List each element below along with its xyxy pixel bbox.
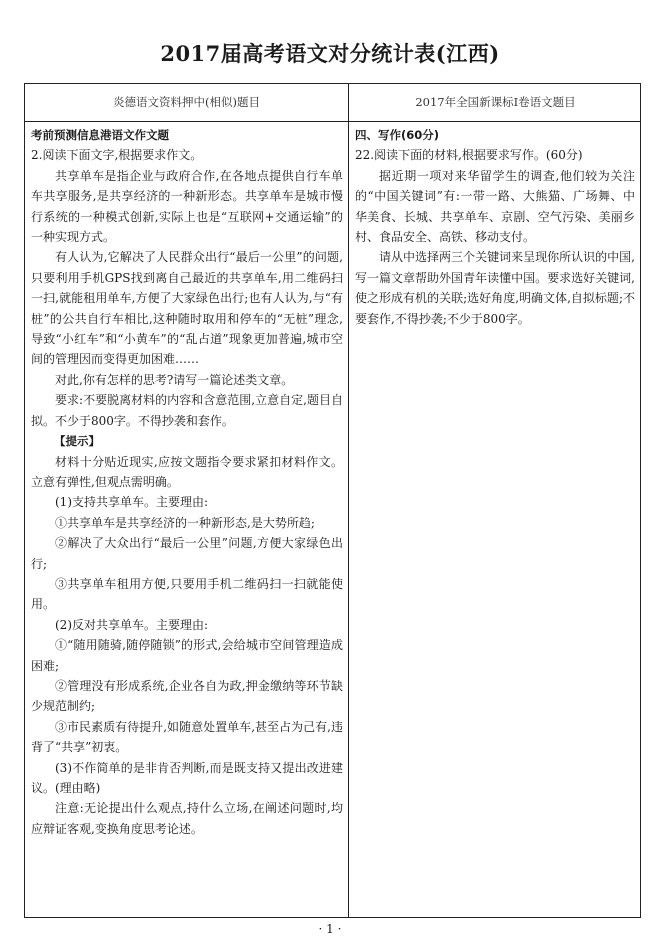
hint-item: 材料十分贴近现实,应按文题指令要求紧扣材料作文。立意有弹性,但观点需明确。 <box>31 454 343 489</box>
comparison-table <box>24 83 641 918</box>
column-header-left: 炎德语文资料押中(相似)题目 <box>113 95 260 109</box>
hint-item: ①共享单车是共享经济的一种新形态,是大势所趋; <box>55 515 315 530</box>
left-column <box>31 125 343 839</box>
column-divider <box>348 84 349 917</box>
hint-item: (2)反对共享单车。主要理由: <box>55 617 209 632</box>
question-prompt: 22.阅读下面的材料,根据要求写作。(60分) <box>355 148 583 163</box>
column-header-right: 2017年全国新课标Ⅰ卷语文题目 <box>415 95 576 109</box>
paragraph: 有人认为,它解决了人民群众出行“最后一公里”的问题,只要利用手机GPS找到离自己最近的共享单车,用二维码扫一扫,就能租用单车,方便了大家绿色出行;也有人认为,与“有桩”的公共自行车相比,这种随时取用和停车的“无桩”理念,导致“小红车”和“小黄车”的“乱占道”现象更加普遍,城市空间的管理因而变得更加困难…… <box>31 250 343 367</box>
page-number: · 1 · <box>318 922 342 936</box>
hint-item: ②解决了大众出行“最后一公里”问题,方便大家绿色出行; <box>31 536 343 571</box>
section-heading: 四、写作(60分) <box>355 128 440 142</box>
paragraph: 要求:不要脱离材料的内容和含意范围,立意自定,题目自拟。不少于800字。不得抄袭和套作。 <box>31 393 343 428</box>
paragraph: 据近期一项对来华留学生的调查,他们较为关注的“中国关键词”有:一带一路、大熊猫、广场舞、中华美食、长城、共享单车、京剧、空气污染、美丽乡村、食品安全、高铁、移动支付。 <box>355 168 635 245</box>
question-prompt: 2.阅读下面文字,根据要求作文。 <box>31 148 203 163</box>
paragraph: 共享单车是指企业与政府合作,在各地点提供自行车单车共享服务,是共享经济的一种新形态。共享单车是城市慢行系统的一种模式创新,实际上也是“互联网+交通运输”的一种实现方式。 <box>31 168 343 245</box>
hint-item: (1)支持共享单车。主要理由: <box>55 495 209 510</box>
hint-item: (3)不作简单的是非肯否判断,而是既支持又提出改进建议。(理由略) <box>31 760 343 795</box>
paragraph: 对此,你有怎样的思考?请写一篇论述类文章。 <box>55 372 294 387</box>
hint-item: ②管理没有形成系统,企业各自为政,押金缴纳等环节缺少规范制约; <box>31 678 343 714</box>
hint-item: ①“随用随骑,随停随锁”的形式,会给城市空间管理造成困难; <box>31 638 343 673</box>
hint-item: ③市民素质有待提升,如随意处置单车,甚至占为己有,违背了“共享”初衷。 <box>31 719 343 755</box>
right-column <box>355 125 635 329</box>
paragraph: 请从中选择两三个关键词来呈现你所认识的中国,写一篇文章帮助外国青年读懂中国。要求选好关键词,使之形成有机的关联;选好角度,明确文体,自拟标题;不要套作,不得抄袭;不少于800字。 <box>355 250 635 326</box>
page-title: 2017届高考语文对分统计表(江西) <box>160 41 500 66</box>
header-divider <box>25 121 640 122</box>
section-heading: 考前预测信息港语文作文题 <box>31 128 169 142</box>
hint-item: ③共享单车租用方便,只要用手机二维码扫一扫就能使用。 <box>31 576 343 612</box>
hint-label: 【提示】 <box>54 434 100 449</box>
hint-item: 注意:无论提出什么观点,持什么立场,在阐述问题时,均应辩证客观,变换角度思考论述。 <box>31 801 343 836</box>
